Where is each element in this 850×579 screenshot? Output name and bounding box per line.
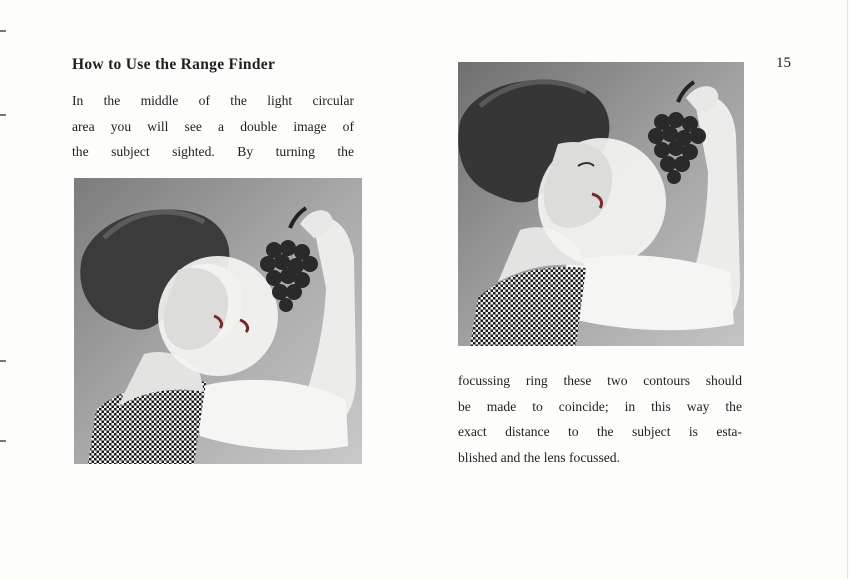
page-number: 15 [776,55,791,71]
text-line: exact distance to the subject is esta- [458,424,742,439]
text-line: area you will see a double image of [72,118,354,134]
edge-mark [0,360,6,362]
text-line: be made to coincide; in this way the [458,398,742,414]
text-line: focussing ring these two contours should [458,373,742,388]
woman-with-grapes-photo-icon [458,62,744,346]
left-paragraph [72,88,354,165]
right-paragraph [458,368,742,470]
rangefinder-photo-in-focus [458,62,744,346]
page-heading: How to Use the Range Finder [72,56,276,73]
edge-mark [0,30,6,32]
edge-mark [0,440,6,442]
woman-with-grapes-photo-icon [74,178,362,464]
edge-mark [0,114,6,116]
rangefinder-photo-out-of-focus [74,178,362,464]
page-edge-shadow [847,0,848,579]
text-line: In the middle of the light circular [72,93,354,108]
text-line: the subject sighted. By turning the [72,144,354,159]
text-line: blished and the lens focussed. [458,449,620,465]
